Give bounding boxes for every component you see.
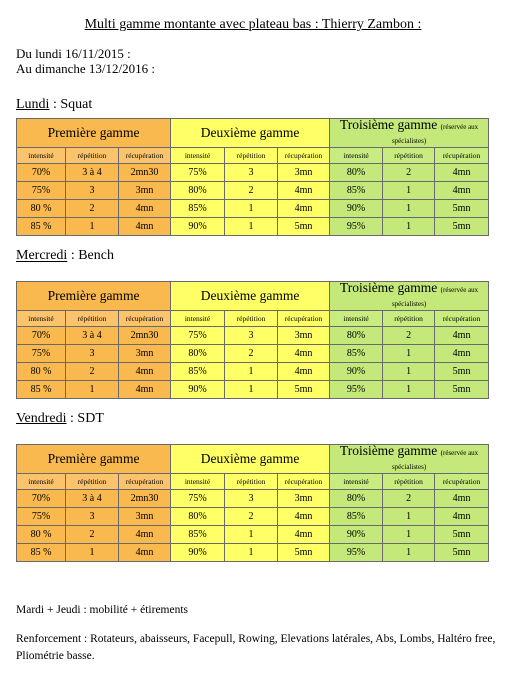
cell-g1-intensite: 80 %	[17, 526, 66, 544]
gamme-header-row	[17, 282, 489, 311]
gamme3-title: Troisième gamme	[339, 444, 438, 458]
cell-g3-intensite: 85%	[330, 345, 383, 363]
cell-g1-recuperation: 2mn30	[119, 327, 171, 345]
gamme-header-row	[17, 119, 489, 148]
cell-g2-recuperation: 4mn	[278, 182, 330, 200]
cell-g2-recuperation: 4mn	[278, 526, 330, 544]
cell-g3-intensite: 95%	[330, 544, 383, 562]
cell-g2-repetition: 2	[225, 345, 278, 363]
day-exercise: : SDT	[66, 411, 104, 426]
cell-g3-recuperation: 4mn	[435, 490, 489, 508]
cell-g2-repetition: 1	[225, 544, 278, 562]
table-row	[17, 345, 489, 363]
cell-g3-recuperation: 5mn	[435, 218, 489, 236]
cell-g3-repetition: 1	[383, 526, 435, 544]
cell-g1-recuperation: 4mn	[119, 218, 171, 236]
day-heading-vendredi	[16, 411, 104, 427]
col-repetition: répétition	[383, 474, 435, 490]
cell-g3-recuperation: 4mn	[435, 164, 489, 182]
table-row	[17, 164, 489, 182]
cell-g1-intensite: 75%	[17, 182, 66, 200]
col-recuperation: récupération	[119, 148, 171, 164]
cell-g3-recuperation: 4mn	[435, 327, 489, 345]
cell-g1-repetition: 1	[66, 544, 119, 562]
gamme3-title: Troisième gamme	[339, 281, 438, 295]
col-intensite: intensité	[17, 148, 66, 164]
date-range	[16, 46, 155, 76]
cell-g2-recuperation: 3mn	[278, 490, 330, 508]
cell-g2-intensite: 90%	[171, 544, 225, 562]
cell-g1-intensite: 85 %	[17, 381, 66, 399]
table-row	[17, 327, 489, 345]
cell-g1-repetition: 3 à 4	[66, 164, 119, 182]
gamme3-note: (réservée aux spécialistes)	[391, 449, 479, 471]
rest-days-note: Mardi + Jeudi : mobilité + étirements	[16, 604, 189, 616]
cell-g2-intensite: 90%	[171, 381, 225, 399]
table-row	[17, 182, 489, 200]
cell-g1-repetition: 2	[66, 526, 119, 544]
cell-g1-repetition: 3 à 4	[66, 490, 119, 508]
cell-g3-repetition: 2	[383, 327, 435, 345]
cell-g2-intensite: 85%	[171, 200, 225, 218]
cell-g1-recuperation: 4mn	[119, 544, 171, 562]
cell-g3-intensite: 90%	[330, 526, 383, 544]
cell-g2-intensite: 90%	[171, 218, 225, 236]
col-repetition: répétition	[383, 148, 435, 164]
cell-g2-repetition: 1	[225, 363, 278, 381]
cell-g1-intensite: 75%	[17, 345, 66, 363]
col-intensite: intensité	[330, 474, 383, 490]
cell-g3-recuperation: 5mn	[435, 526, 489, 544]
cell-g2-intensite: 80%	[171, 182, 225, 200]
cell-g1-recuperation: 4mn	[119, 200, 171, 218]
col-recuperation: récupération	[435, 311, 489, 327]
cell-g3-recuperation: 5mn	[435, 200, 489, 218]
cell-g3-recuperation: 4mn	[435, 345, 489, 363]
col-intensite: intensité	[171, 148, 225, 164]
gamme3-title: Troisième gamme	[339, 118, 438, 132]
cell-g2-recuperation: 4mn	[278, 200, 330, 218]
cell-g3-recuperation: 5mn	[435, 363, 489, 381]
cell-g1-repetition: 3	[66, 508, 119, 526]
col-recuperation: récupération	[278, 474, 330, 490]
cell-g2-intensite: 80%	[171, 508, 225, 526]
cell-g1-intensite: 70%	[17, 327, 66, 345]
cell-g2-repetition: 1	[225, 218, 278, 236]
gamme3-note: (réservée aux spécialistes)	[391, 286, 479, 308]
day-heading-mercredi	[16, 248, 114, 264]
cell-g2-repetition: 2	[225, 508, 278, 526]
cell-g3-repetition: 1	[383, 381, 435, 399]
table-row	[17, 218, 489, 236]
cell-g1-intensite: 70%	[17, 490, 66, 508]
gamme-header-row	[17, 445, 489, 474]
cell-g1-recuperation: 4mn	[119, 363, 171, 381]
cell-g3-recuperation: 4mn	[435, 508, 489, 526]
gamme1-header: Première gamme	[17, 119, 171, 148]
date-to: Au dimanche 13/12/2016 :	[16, 61, 156, 76]
program-table-mercredi	[16, 281, 489, 399]
day-exercise: : Bench	[67, 248, 114, 263]
gamme3-header	[330, 282, 489, 311]
table-row	[17, 490, 489, 508]
cell-g1-intensite: 80 %	[17, 200, 66, 218]
cell-g2-repetition: 3	[225, 327, 278, 345]
cell-g1-recuperation: 2mn30	[119, 490, 171, 508]
cell-g1-recuperation: 2mn30	[119, 164, 171, 182]
cell-g1-intensite: 85 %	[17, 544, 66, 562]
cell-g1-repetition: 3	[66, 345, 119, 363]
col-recuperation: récupération	[278, 148, 330, 164]
cell-g2-repetition: 3	[225, 164, 278, 182]
cell-g1-recuperation: 3mn	[119, 345, 171, 363]
col-repetition: répétition	[225, 311, 278, 327]
cell-g3-repetition: 2	[383, 164, 435, 182]
table-row	[17, 544, 489, 562]
gamme1-header: Première gamme	[17, 445, 171, 474]
col-recuperation: récupération	[278, 311, 330, 327]
col-intensite: intensité	[17, 474, 66, 490]
page-title-text: Multi gamme montante avec plateau bas : Thierry Zambon :	[84, 17, 422, 32]
program-table-lundi	[16, 118, 489, 236]
column-header-row	[17, 148, 489, 164]
cell-g3-repetition: 1	[383, 345, 435, 363]
cell-g1-repetition: 2	[66, 363, 119, 381]
gamme3-header	[330, 445, 489, 474]
gamme1-header: Première gamme	[17, 282, 171, 311]
cell-g1-recuperation: 3mn	[119, 508, 171, 526]
cell-g3-intensite: 95%	[330, 218, 383, 236]
program-table-vendredi	[16, 444, 489, 562]
cell-g3-repetition: 1	[383, 182, 435, 200]
cell-g2-intensite: 75%	[171, 327, 225, 345]
col-recuperation: récupération	[435, 148, 489, 164]
cell-g3-intensite: 90%	[330, 363, 383, 381]
day-exercise: : Squat	[49, 97, 93, 112]
cell-g2-recuperation: 3mn	[278, 327, 330, 345]
cell-g2-recuperation: 4mn	[278, 345, 330, 363]
gamme3-header	[330, 119, 489, 148]
cell-g2-recuperation: 5mn	[278, 544, 330, 562]
col-intensite: intensité	[330, 148, 383, 164]
col-recuperation: récupération	[119, 474, 171, 490]
cell-g1-repetition: 1	[66, 218, 119, 236]
day-name: Vendredi	[16, 411, 67, 426]
cell-g2-intensite: 75%	[171, 490, 225, 508]
table-row	[17, 526, 489, 544]
cell-g2-recuperation: 5mn	[278, 218, 330, 236]
col-recuperation: récupération	[119, 311, 171, 327]
cell-g2-repetition: 1	[225, 381, 278, 399]
gamme3-note: (réservée aux spécialistes)	[391, 123, 479, 145]
cell-g2-recuperation: 4mn	[278, 508, 330, 526]
cell-g1-recuperation: 4mn	[119, 526, 171, 544]
cell-g1-intensite: 75%	[17, 508, 66, 526]
cell-g2-intensite: 80%	[171, 345, 225, 363]
col-intensite: intensité	[171, 311, 225, 327]
col-repetition: répétition	[66, 148, 119, 164]
col-repetition: répétition	[66, 474, 119, 490]
day-heading-lundi	[16, 97, 92, 113]
cell-g1-intensite: 85 %	[17, 218, 66, 236]
cell-g2-repetition: 3	[225, 490, 278, 508]
cell-g1-intensite: 80 %	[17, 363, 66, 381]
table-row	[17, 363, 489, 381]
gamme2-header: Deuxième gamme	[171, 119, 330, 148]
day-name: Lundi	[16, 97, 50, 112]
table-row	[17, 200, 489, 218]
cell-g3-recuperation: 4mn	[435, 182, 489, 200]
cell-g3-intensite: 85%	[330, 182, 383, 200]
date-from: Du lundi 16/11/2015 :	[16, 46, 131, 61]
col-intensite: intensité	[17, 311, 66, 327]
cell-g2-recuperation: 3mn	[278, 164, 330, 182]
cell-g3-repetition: 1	[383, 363, 435, 381]
col-recuperation: récupération	[435, 474, 489, 490]
table-row	[17, 508, 489, 526]
cell-g2-repetition: 2	[225, 182, 278, 200]
cell-g3-repetition: 1	[383, 508, 435, 526]
cell-g1-intensite: 70%	[17, 164, 66, 182]
cell-g3-repetition: 2	[383, 490, 435, 508]
cell-g3-intensite: 80%	[330, 490, 383, 508]
cell-g3-intensite: 90%	[330, 200, 383, 218]
table-row	[17, 381, 489, 399]
cell-g1-recuperation: 4mn	[119, 381, 171, 399]
column-header-row	[17, 474, 489, 490]
cell-g3-repetition: 1	[383, 544, 435, 562]
column-header-row	[17, 311, 489, 327]
cell-g2-repetition: 1	[225, 200, 278, 218]
day-name: Mercredi	[16, 248, 68, 263]
col-repetition: répétition	[225, 474, 278, 490]
reinforcement-note: Renforcement : Rotateurs, abaisseurs, Facepull, Rowing, Elevations latérales, Abs, Lombs, Haltéro free, Pliométrie basse.	[16, 633, 496, 662]
gamme2-header: Deuxième gamme	[171, 445, 330, 474]
col-intensite: intensité	[171, 474, 225, 490]
col-intensite: intensité	[330, 311, 383, 327]
cell-g3-repetition: 1	[383, 218, 435, 236]
cell-g1-recuperation: 3mn	[119, 182, 171, 200]
cell-g3-intensite: 95%	[330, 381, 383, 399]
cell-g2-intensite: 75%	[171, 164, 225, 182]
cell-g3-intensite: 85%	[330, 508, 383, 526]
cell-g3-recuperation: 5mn	[435, 381, 489, 399]
cell-g1-repetition: 2	[66, 200, 119, 218]
cell-g2-repetition: 1	[225, 526, 278, 544]
cell-g3-repetition: 1	[383, 200, 435, 218]
gamme2-header: Deuxième gamme	[171, 282, 330, 311]
cell-g1-repetition: 3 à 4	[66, 327, 119, 345]
cell-g2-intensite: 85%	[171, 363, 225, 381]
cell-g1-repetition: 3	[66, 182, 119, 200]
cell-g2-recuperation: 5mn	[278, 381, 330, 399]
col-repetition: répétition	[383, 311, 435, 327]
cell-g1-repetition: 1	[66, 381, 119, 399]
cell-g3-recuperation: 5mn	[435, 544, 489, 562]
col-repetition: répétition	[225, 148, 278, 164]
cell-g2-recuperation: 4mn	[278, 363, 330, 381]
cell-g3-intensite: 80%	[330, 164, 383, 182]
cell-g3-intensite: 80%	[330, 327, 383, 345]
cell-g2-intensite: 85%	[171, 526, 225, 544]
page-title	[0, 17, 506, 33]
col-repetition: répétition	[66, 311, 119, 327]
